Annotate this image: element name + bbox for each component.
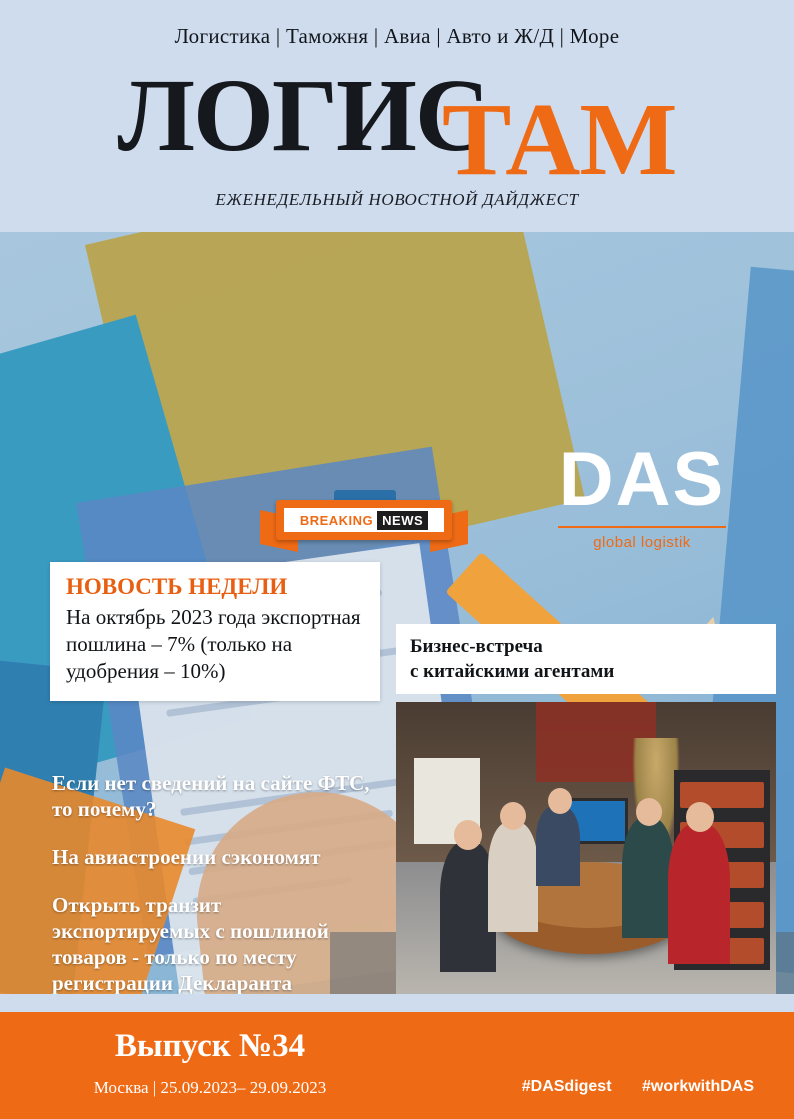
masthead-logo <box>0 56 794 197</box>
cover-collage <box>0 232 794 994</box>
meeting-photo <box>396 702 776 994</box>
photo-person-head <box>686 802 714 832</box>
meeting-caption-line2: с китайскими агентами <box>410 661 615 682</box>
headline-list <box>44 770 374 994</box>
logo-text-primary: ЛОГИС <box>117 58 489 173</box>
photo-person-head <box>500 802 526 830</box>
masthead-tagline: Логистика | Таможня | Авиа | Авто и Ж/Д | Море <box>174 24 620 48</box>
masthead-subtitle: ЕЖЕНЕДЕЛЬНЫЙ НОВОСТНОЙ ДАЙДЖЕСТ <box>215 190 579 209</box>
logo-text-accent: ТАМ <box>442 82 677 197</box>
footer-divider <box>0 994 794 1012</box>
breaking-news-banner <box>276 490 452 544</box>
photo-person <box>536 806 580 886</box>
header <box>0 0 794 232</box>
photo-person-head <box>636 798 662 826</box>
photo-person <box>488 822 538 932</box>
headline-item: На авиастроении сэкономят <box>52 845 321 869</box>
meeting-caption-line1: Бизнес-встреча <box>410 636 543 657</box>
das-logo <box>542 437 742 551</box>
breaking-label-breaking: BREAKING <box>299 512 374 528</box>
issue-dates: Москва | 25.09.2023– 29.09.2023 <box>93 1078 327 1097</box>
das-logo-word: DAS <box>558 437 726 522</box>
photo-person <box>622 818 674 938</box>
meeting-caption <box>396 624 776 694</box>
news-of-week-title: НОВОСТЬ НЕДЕЛИ <box>66 574 288 599</box>
photo-person-head <box>548 788 572 814</box>
breaking-news-box <box>276 500 452 540</box>
news-of-week-card <box>50 562 380 701</box>
breaking-label-news: NEWS <box>377 511 428 530</box>
photo-person-head <box>454 820 482 850</box>
footer <box>0 1012 794 1119</box>
photo-person <box>668 824 730 964</box>
issue-number: Выпуск №34 <box>114 1028 306 1064</box>
das-logo-divider <box>558 526 726 528</box>
das-logo-subtitle: global logistik <box>593 534 691 551</box>
headline-item: Если нет сведений на сайте ФТС, то почему? <box>52 771 370 821</box>
news-of-week-text: На октябрь 2023 года экспортная пошлина – 7% (только на удобрения – 10%) <box>66 605 361 683</box>
hashtag-dasdigest[interactable]: #DASdigest <box>521 1078 612 1095</box>
hashtag-workwithdas[interactable]: #workwithDAS <box>641 1078 754 1095</box>
headline-item: Открыть транзит экспортируемых с пошлиной товаров - только по месту регистрации Декларанта <box>52 893 329 994</box>
hashtag-group <box>496 1078 754 1096</box>
